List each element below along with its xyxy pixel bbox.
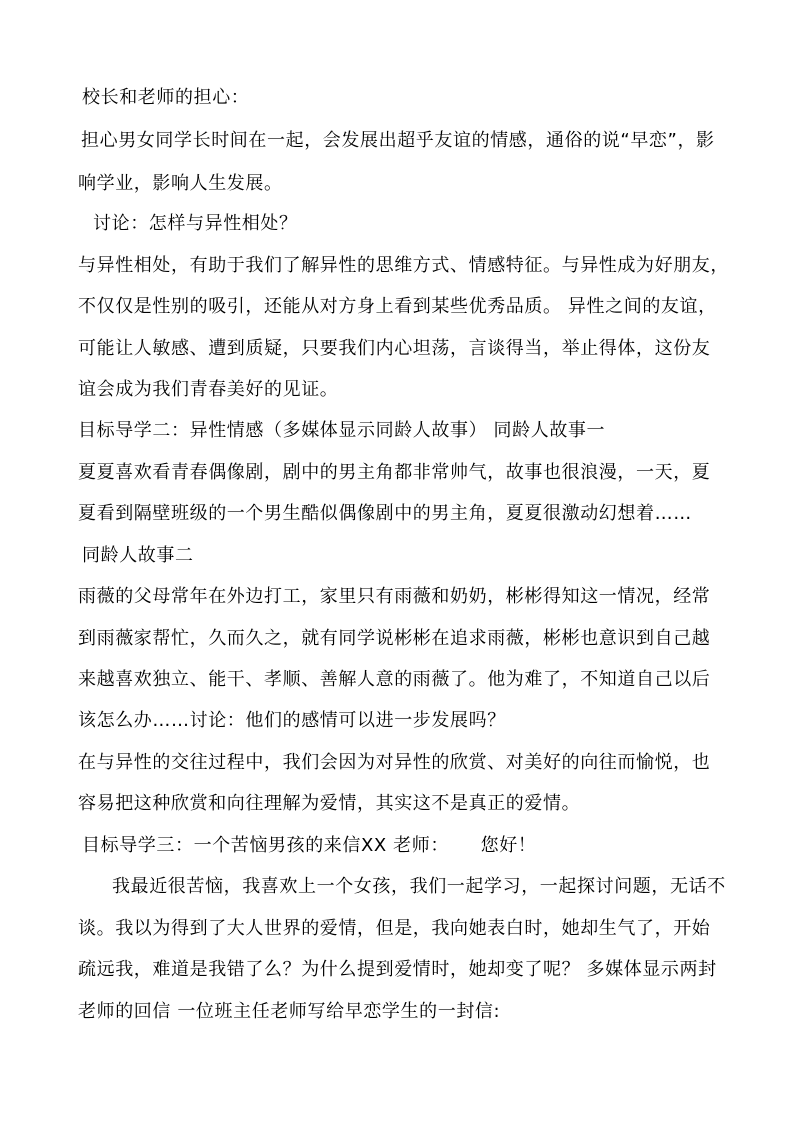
paragraph-line: 夏看到隔壁班级的一个男生酷似偶像剧中的男主角，夏夏很激动幻想着…… bbox=[78, 503, 692, 524]
paragraph-line: 到雨薇家帮忙，久而久之，就有同学说彬彬在追求雨薇，彬彬也意识到自己越 bbox=[78, 628, 711, 649]
discussion-heading: 讨论：怎样与异性相处？ bbox=[93, 213, 298, 234]
paragraph-line: 夏夏喜欢看青春偶像剧，剧中的男主角都非常帅气，故事也很浪漫，一天，夏 bbox=[78, 462, 711, 483]
section-heading-two: 目标导学二：异性情感（多媒体显示同龄人故事） 同龄人故事一 bbox=[78, 420, 606, 441]
paragraph-line: 不仅仅是性别的吸引，还能从对方身上看到某些优秀品质。 异性之间的友谊， bbox=[78, 296, 717, 317]
story-heading: 同龄人故事二 bbox=[82, 545, 194, 566]
letter-line: 老师的回信 一位班主任老师写给早恋学生的一封信: bbox=[78, 1001, 501, 1022]
letter-line: 谈。我以为得到了大人世界的爱情，但是，我向她表白时，她却生气了，开始 bbox=[78, 918, 711, 939]
section-heading-three: 目标导学三：一个苦恼男孩的来信XX 老师： 您好！ bbox=[82, 835, 537, 856]
paragraph-line: 响学业，影响人生发展。 bbox=[78, 173, 283, 194]
letter-line: 疏远我，难道是我错了么？为什么提到爱情时，她却变了呢？ 多媒体显示两封 bbox=[78, 959, 717, 980]
paragraph-line: 雨薇的父母常年在外边打工，家里只有雨薇和奶奶，彬彬得知这一情况，经常 bbox=[78, 586, 711, 607]
paragraph-line: 可能让人敏感、遭到质疑，只要我们内心坦荡，言谈得当，举止得体，这份友 bbox=[78, 338, 711, 359]
letter-line: 我最近很苦恼，我喜欢上一个女孩，我们一起学习，一起探讨问题，无话不 bbox=[112, 876, 726, 897]
paragraph-line: 来越喜欢独立、能干、孝顺、善解人意的雨薇了。他为难了，不知道自己以后 bbox=[78, 669, 711, 690]
paragraph-line: 容易把这种欣赏和向往理解为爱情，其实这不是真正的爱情。 bbox=[78, 793, 581, 814]
paragraph-line: 该怎么办……讨论：他们的感情可以进一步发展吗？ bbox=[78, 710, 506, 731]
paragraph-line: 与异性相处，有助于我们了解异性的思维方式、情感特征。与异性成为好朋友， bbox=[78, 255, 729, 276]
paragraph-line: 谊会成为我们青春美好的见证。 bbox=[78, 379, 339, 400]
paragraph-line: 担心男女同学长时间在一起，会发展出超乎友谊的情感，通俗的说“早恋”，影 bbox=[81, 130, 715, 151]
heading-worry: 校长和老师的担心： bbox=[82, 87, 250, 108]
paragraph-line: 在与异性的交往过程中，我们会因为对异性的欣赏、对美好的向往而愉悦，也 bbox=[78, 752, 711, 773]
